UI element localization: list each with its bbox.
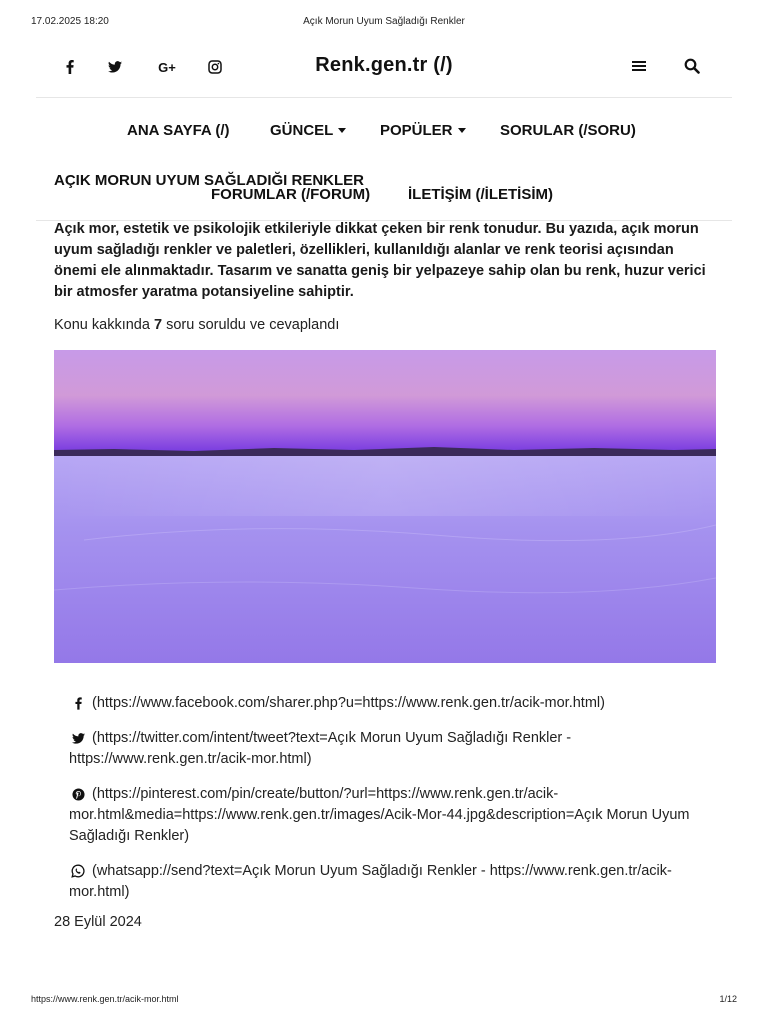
search-icon[interactable] xyxy=(684,58,700,74)
nav-item-home[interactable] xyxy=(127,122,230,139)
google-plus-icon[interactable]: G+ xyxy=(158,59,176,75)
share-link-text: (https://pinterest.com/pin/create/button/?url=https://www.renk.gen.tr/acik-mor.html&media=https://www.renk.gen.tr/images/Acik-Mor-44.jpg&description=Açık Morun Uyum Sağladığı Renkler) xyxy=(69,786,690,844)
qa-prefix: Konu kakkında xyxy=(54,317,150,333)
main-navigation xyxy=(0,114,768,214)
print-datetime: 17.02.2025 18:20 xyxy=(31,16,109,27)
nav-item-label: POPÜLER xyxy=(380,122,453,139)
qa-summary xyxy=(54,317,339,333)
nav-item-sorular[interactable] xyxy=(500,122,636,139)
facebook-icon xyxy=(71,696,85,710)
nav-item-label: İLETİŞİM (/İLETİSİM) xyxy=(408,186,553,203)
print-page-url: https://www.renk.gen.tr/acik-mor.html xyxy=(31,994,179,1004)
pinterest-icon xyxy=(71,787,85,801)
site-brand-link[interactable]: Renk.gen.tr (/) xyxy=(315,54,453,76)
nav-item-label: FORUMLAR (/FORUM) xyxy=(211,186,371,203)
share-whatsapp[interactable] xyxy=(54,861,694,903)
share-twitter[interactable] xyxy=(54,728,694,770)
nav-item-label: GÜNCEL xyxy=(270,122,334,139)
nav-item-label: ANA SAYFA (/) xyxy=(127,122,230,139)
share-link-text: (https://twitter.com/intent/tweet?text=Açık Morun Uyum Sağladığı Renkler - https://www.renk.gen.tr/acik-mor.html) xyxy=(69,730,572,767)
nav-item-iletisim[interactable] xyxy=(408,186,553,203)
qa-suffix: soru soruldu ve cevaplandı xyxy=(166,317,340,333)
print-page-title: Açık Morun Uyum Sağladığı Renkler xyxy=(303,16,465,27)
hamburger-menu-icon[interactable] xyxy=(632,59,648,73)
publish-date: 28 Eylül 2024 xyxy=(54,914,142,930)
article-hero-image xyxy=(54,350,716,663)
print-footer xyxy=(0,994,768,1008)
qa-count: 7 xyxy=(153,317,163,333)
nav-item-label: SORULAR (/SORU) xyxy=(500,122,636,139)
print-header xyxy=(0,16,768,30)
print-page-number: 1/12 xyxy=(719,994,737,1004)
lavender-salt-lake-photo xyxy=(54,350,716,663)
share-facebook[interactable] xyxy=(54,693,694,714)
twitter-icon xyxy=(71,731,85,745)
nav-item-populer[interactable] xyxy=(380,122,466,139)
share-link-text: (whatsapp://send?text=Açık Morun Uyum Sağladığı Renkler - https://www.renk.gen.tr/acik-mor.html) xyxy=(69,863,672,900)
share-links xyxy=(54,693,694,903)
caret-down-icon xyxy=(338,128,346,133)
share-link-text: (https://www.facebook.com/sharer.php?u=https://www.renk.gen.tr/acik-mor.html) xyxy=(92,695,605,711)
article-title: AÇIK MORUN UYUM SAĞLADIĞI RENKLER xyxy=(54,172,364,189)
whatsapp-icon xyxy=(71,864,85,878)
share-pinterest[interactable] xyxy=(54,784,694,847)
caret-down-icon xyxy=(458,128,466,133)
site-topbar xyxy=(36,48,732,98)
nav-item-guncel[interactable] xyxy=(270,122,346,139)
article-intro: Açık mor, estetik ve psikolojik etkileriyle dikkat çeken bir renk tonudur. Bu yazıda, açık morun uyum sağladığı renkler ve paletleri, özellikleri, kullanıldığı alanlar ve renk teorisi açısından önemi ele alınmaktadır. Tasarım ve sanatta geniş bir yelpazeye sahip olan bu renk, huzur verici bir atmosfer yaratma potansiyeline sahiptir. xyxy=(54,221,706,300)
